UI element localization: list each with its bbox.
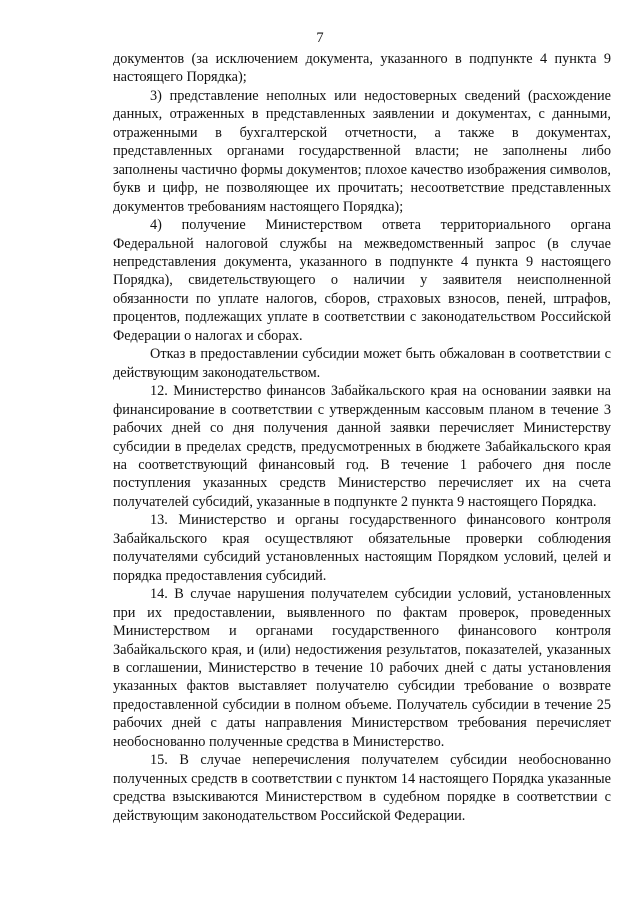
paragraph-item-4: 4) получение Министерством ответа территориального органа Федеральной налоговой службы на межведомственный запрос (в случае непредставления документа, указанного в подпункте 4 пункта 9 настоящего Порядка), свидетельствующего о наличии у заявителя неисполненной обязанности по уплате налогов, сборов, страховых взносов, пеней, штрафов, процентов, подлежащих уплате в соответствии с законодательством Российской Федерации о налогах и сборах. <box>113 217 611 344</box>
paragraph-refusal-appeal: Отказ в предоставлении субсидии может быть обжалован в соответствии с действующим законодательством. <box>113 346 611 381</box>
paragraph-clause-12: 12. Министерство финансов Забайкальского края на основании заявки на финансирование в соответствии с утвержденным кассовым планом в течение 3 рабочих дней со дня получения данной заявки перечисляет Министерству субсидии в пределах средств, предусмотренных в бюджете Забайкальского края на соответствующий финансовый год. В течение 1 рабочего дня после поступления указанных средств Министерство перечисляет их на счета получателей субсидий, указанные в подпункте 2 пункта 9 настоящего Порядка. <box>113 383 611 510</box>
page-number: 7 <box>316 30 324 46</box>
paragraph-continuation: документов (за исключением документа, указанного в подпункте 4 пункта 9 настоящего Порядка); <box>113 51 611 86</box>
paragraph-item-3: 3) представление неполных или недостоверных сведений (расхождение данных, отраженных в представленных заявлении и документах, с данными, отраженными в бухгалтерской отчетности, а также в документах, представленных органами государственной власти; не заполнены либо заполнены частично формы документов; плохое качество изображения символов, букв и цифр, не позволяющее их прочитать; несоответствие представленных документов требованиям настоящего Порядка); <box>113 87 611 215</box>
paragraph-clause-15: 15. В случае неперечисления получателем субсидии необоснованно полученных средств в соответствии с пунктом 14 настоящего Порядка указанные средства взыскиваются Министерством в судебном порядке в соответствии с действующим законодательством Российской Федерации. <box>113 752 611 824</box>
paragraph-clause-13: 13. Министерство и органы государственного финансового контроля Забайкальского края осуществляют обязательные проверки соблюдения получателями субсидий установленных настоящим Порядком условий, целей и порядка предоставления субсидий. <box>113 512 611 584</box>
paragraph-clause-14: 14. В случае нарушения получателем субсидии условий, установленных при их предоставлении, выявленного по фактам проверок, проведенных Министерством и органами государственного финансового контроля Забайкальского края, и (или) недостижения результатов, показателей, указанных в соглашении, Министерство в течение 10 рабочих дней с даты установления указанных фактов выставляет получателю субсидии требование о возврате предоставленной субсидии в полном объеме. Получатель субсидии в течение 25 рабочих дней с даты направления Министерством требования перечисляет необоснованно полученные средства в Министерство. <box>113 586 611 750</box>
document-body <box>113 50 611 825</box>
